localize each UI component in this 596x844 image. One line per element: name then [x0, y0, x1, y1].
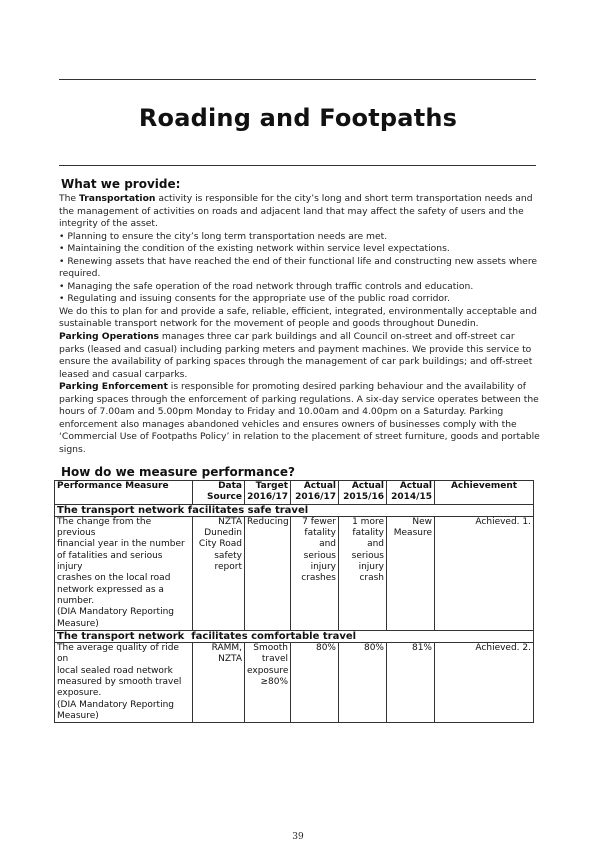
cell-line: fatality [352, 528, 384, 539]
parking-enforcement-text: is responsible for promoting desired parking behaviour and the availability of parking spaces through the enforcement of parking regulations. A six-day service operates between the hours of 7.00am and 5.00pm Monday to Friday and 10.00am and 4.00pm on a Saturday. Parking enforcement also manages abandoned vehicles and ensures owners of businesses comply with the ‘Commercial Use of Footpaths Policy’ in relation to the placement of street furniture, goods and portable signs. [59, 381, 540, 455]
cell-line: 7 fewer [302, 516, 336, 527]
performance-table [54, 480, 534, 723]
achievement-cell: Achieved. 2. [435, 643, 534, 723]
parking-operations-bold: Parking Operations [59, 331, 160, 343]
cell-line: crash [359, 573, 384, 584]
header-source-line1: Data [218, 481, 242, 491]
achievement-cell: Achieved. 1. [435, 516, 534, 630]
actual-2016-17-cell [291, 643, 339, 723]
header-target-line2: 2016/17 [247, 492, 288, 503]
cell-line: injury [358, 562, 384, 573]
cell-line: exposure [247, 665, 289, 676]
cell-line: (DIA Mandatory Reporting [57, 607, 174, 618]
section-row [55, 630, 534, 642]
cell-line: 1 more [352, 516, 384, 527]
source-cell [193, 643, 245, 723]
parking-enforcement-paragraph [59, 381, 541, 456]
header-source [193, 481, 245, 505]
cell-line: fatality [304, 528, 336, 539]
cell-line: 80% [363, 643, 384, 654]
cell-line: The average quality of ride on [57, 643, 179, 665]
header-actual3-line1: Actual [399, 481, 432, 491]
parking-operations-text: manages three car park buildings and all Council on-street and off-street car parks (leased and casual) including parking meters and payment machines. We provide this service to ensure the availability of parking spaces through the management of car park buildings; and off-street leased and casual carparks. [59, 331, 533, 380]
cell-line: NZTA [218, 516, 242, 527]
intro-paragraph [59, 193, 541, 231]
table-row [55, 643, 534, 723]
intro-bold: Transportation [79, 193, 156, 204]
header-source-line2: Source [207, 492, 242, 503]
page-title: Roading and Footpaths [138, 104, 458, 132]
actual-2015-16-cell [339, 516, 387, 630]
cell-line: travel [261, 654, 288, 665]
cell-line: 81% [411, 643, 432, 654]
cell-line: RAMM, [211, 643, 242, 654]
intro-pre: The [59, 193, 80, 204]
measure-cell [55, 643, 193, 723]
cell-line: (DIA Mandatory Reporting [57, 699, 174, 710]
cell-line: Measure) [57, 710, 99, 721]
cell-line: injury [310, 562, 336, 573]
cell-line: The change from the previous [57, 516, 152, 539]
cell-line: safety [214, 550, 242, 561]
cell-line: ≥80% [260, 677, 288, 688]
cell-line: and [367, 539, 384, 550]
cell-line: Reducing [247, 516, 289, 527]
target-cell [245, 516, 291, 630]
header-target-line1: Target [255, 481, 288, 491]
cell-line: New [412, 516, 432, 527]
provide-heading: What we provide: [61, 177, 181, 191]
cell-line: report [214, 562, 242, 573]
header-target [245, 481, 291, 505]
measure-heading: How do we measure performance? [61, 465, 296, 479]
actual-2014-15-cell [387, 643, 435, 723]
bullet-item: • Planning to ensure the city’s long term transportation needs are met. [59, 230, 388, 242]
cell-line: Smooth [253, 643, 288, 654]
section-title: The transport network facilitates safe travel [55, 504, 534, 516]
cell-line: Measure [393, 528, 432, 539]
table-header-row [55, 481, 534, 505]
bullet-item: • Regulating and issuing consents for the appropriate use of the public road corridor. [59, 293, 450, 305]
bullet-item: • Renewing assets that have reached the end of their functional life and constructing new assets where required. [59, 255, 538, 280]
header-actual1-line2: 2016/17 [295, 492, 336, 503]
actual-2014-15-cell [387, 516, 435, 630]
header-actual-2016-17 [291, 481, 339, 505]
bullet-item: • Maintaining the condition of the existing network within service level expectations. [59, 243, 450, 255]
section-title: The transport network facilitates comfortable travel [55, 630, 534, 642]
cell-line: financial year in the number [57, 539, 185, 550]
title-divider [59, 165, 536, 166]
cell-line: of fatalities and serious injury [57, 550, 163, 573]
cell-line: measured by smooth travel [57, 677, 182, 688]
header-actual-2015-16 [339, 481, 387, 505]
page-number: 39 [292, 832, 304, 842]
cell-line: local sealed road network [57, 665, 173, 676]
cell-line: and [319, 539, 336, 550]
header-achievement: Achievement [435, 481, 534, 505]
actual-2015-16-cell [339, 643, 387, 723]
cell-line: City Road [198, 539, 242, 550]
source-cell [193, 516, 245, 630]
header-actual1-line1: Actual [303, 481, 336, 491]
cell-line: Measure) [57, 618, 99, 629]
parking-operations-paragraph [59, 331, 541, 381]
table-row [55, 516, 534, 630]
cell-line: serious [351, 550, 384, 561]
target-cell [245, 643, 291, 723]
cell-line: 80% [315, 643, 336, 654]
header-actual2-line1: Actual [351, 481, 384, 491]
cell-line: NZTA [218, 654, 242, 665]
intro-post: activity is responsible for the city’s long and short term transportation needs and the management of activities on roads and adjacent land that may affect the safety of users and the integrity of the asset. [59, 193, 533, 230]
cell-line: number. [57, 595, 95, 606]
header-actual-2014-15 [387, 481, 435, 505]
cell-line: crashes on the local road [57, 573, 171, 584]
parking-enforcement-bold: Parking Enforcement [59, 381, 168, 393]
cell-line: network expressed as a [57, 584, 164, 595]
cell-line: Dunedin [204, 528, 242, 539]
header-actual2-line2: 2015/16 [343, 492, 384, 503]
header-measure: Performance Measure [55, 481, 193, 505]
header-actual3-line2: 2014/15 [391, 492, 432, 503]
section-row [55, 504, 534, 516]
bullet-item: • Managing the safe operation of the road network through traffic controls and education. [59, 280, 474, 292]
actual-2016-17-cell [291, 516, 339, 630]
measure-cell [55, 516, 193, 630]
provide-body [59, 193, 541, 456]
cell-line: crashes [301, 573, 336, 584]
cell-line: exposure. [57, 688, 102, 699]
plan-paragraph: We do this to plan for and provide a safe, reliable, efficient, integrated, environmentally acceptable and sustainable transport network for the movement of people and goods throughout Dunedin. [59, 305, 537, 330]
top-divider [59, 79, 536, 80]
cell-line: serious [303, 550, 336, 561]
